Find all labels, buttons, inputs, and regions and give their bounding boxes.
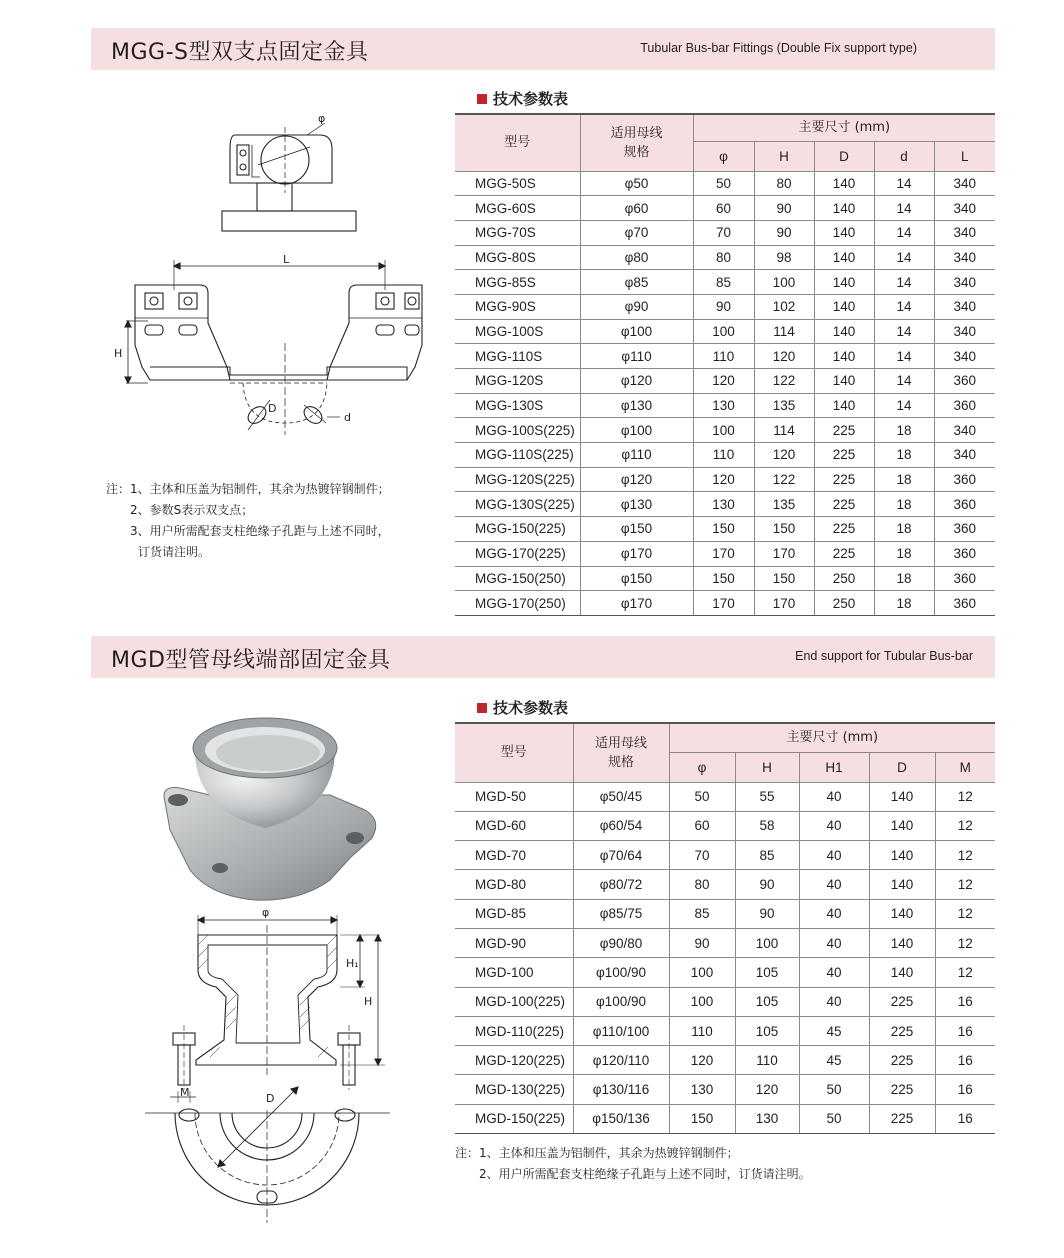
spec-cell: φ60/54 [573, 811, 669, 840]
dim-cell: 90 [735, 899, 799, 928]
dim-cell: 98 [754, 245, 814, 270]
dim-cell: 40 [799, 811, 869, 840]
table-row [455, 492, 995, 517]
dim-cell: 130 [669, 1075, 735, 1104]
model-cell: MGD-120(225) [455, 1046, 573, 1075]
red-square-icon [477, 703, 487, 713]
dim-cell: 122 [754, 369, 814, 394]
spec-cell: φ150/136 [573, 1104, 669, 1133]
dim-cell: 85 [693, 270, 754, 295]
spec-cell: φ50/45 [573, 782, 669, 811]
model-cell: MGG-150(225) [455, 517, 580, 542]
note-line: 注：1、主体和压盖为铝制件，其余为热镀锌钢制件； [106, 482, 390, 496]
table-row [455, 870, 995, 899]
dim-cell: 360 [934, 517, 995, 542]
dim-cell: 340 [934, 245, 995, 270]
dim-cell: 120 [693, 369, 754, 394]
dim-cell: 340 [934, 270, 995, 295]
model-cell: MGG-150(250) [455, 566, 580, 591]
dim-cell: 135 [754, 492, 814, 517]
dim-cell: 150 [669, 1104, 735, 1133]
dim-cell: 100 [735, 928, 799, 957]
dim-cell: 120 [669, 1046, 735, 1075]
dim-cell: 140 [814, 196, 874, 221]
dim-cell: 50 [799, 1075, 869, 1104]
label-H: H [114, 347, 123, 360]
model-cell: MGD-100(225) [455, 987, 573, 1016]
table-row [455, 171, 995, 196]
dim-col-header: H1 [799, 752, 869, 782]
dim-cell: 90 [735, 870, 799, 899]
table-row [455, 1016, 995, 1045]
dim-cell: 225 [869, 1104, 935, 1133]
dim-cell: 105 [735, 958, 799, 987]
dim-cell: 340 [934, 443, 995, 468]
dim-cell: 90 [754, 220, 814, 245]
dim-cell: 225 [869, 1075, 935, 1104]
dim-cell: 140 [869, 958, 935, 987]
spec-cell: φ90 [580, 294, 693, 319]
dim-cell: 225 [869, 1016, 935, 1045]
dim-cell: 14 [874, 369, 934, 394]
mgg-s-technical-drawing [100, 105, 440, 445]
spec-cell: φ70 [580, 220, 693, 245]
spec-cell: φ110/100 [573, 1016, 669, 1045]
dim-cell: 85 [669, 899, 735, 928]
table-row [455, 467, 995, 492]
dim-cell: 360 [934, 566, 995, 591]
model-cell: MGG-100S [455, 319, 580, 344]
spec-cell: φ100 [580, 418, 693, 443]
section1-subtitle: Tubular Bus-bar Fittings (Double Fix support type) [640, 41, 917, 55]
dim-cell: 14 [874, 220, 934, 245]
dim-cell: 40 [799, 958, 869, 987]
model-cell: MGD-100 [455, 958, 573, 987]
label-d: d [344, 411, 351, 424]
table-row [455, 294, 995, 319]
dim-cell: 90 [693, 294, 754, 319]
dim-cell: 100 [669, 958, 735, 987]
dim-cell: 100 [754, 270, 814, 295]
section2-title: MGD型管母线端部固定金具 [111, 648, 391, 673]
section2-table-body [455, 782, 995, 1134]
table-row [455, 958, 995, 987]
dim-cell: 40 [799, 782, 869, 811]
dim-cell: 12 [935, 928, 995, 957]
col-header-dims: 主要尺寸 (mm) [693, 114, 995, 141]
dim-cell: 12 [935, 958, 995, 987]
dim-cell: 225 [814, 467, 874, 492]
dim-cell: 130 [735, 1104, 799, 1133]
table-row [455, 245, 995, 270]
model-cell: MGG-170(250) [455, 591, 580, 616]
dim-cell: 18 [874, 418, 934, 443]
dim-cell: 140 [869, 811, 935, 840]
label-H: H [364, 995, 373, 1008]
spec-cell: φ50 [580, 171, 693, 196]
table-row [455, 319, 995, 344]
red-square-icon [477, 94, 487, 104]
table-row [455, 517, 995, 542]
dim-cell: 360 [934, 591, 995, 616]
table-row [455, 196, 995, 221]
dim-cell: 140 [869, 782, 935, 811]
dim-cell: 150 [693, 566, 754, 591]
model-cell: MGD-150(225) [455, 1104, 573, 1133]
model-cell: MGD-70 [455, 841, 573, 870]
label-D: D [268, 402, 277, 415]
dim-cell: 130 [693, 393, 754, 418]
dim-cell: 140 [814, 245, 874, 270]
model-cell: MGG-130S [455, 393, 580, 418]
model-cell: MGG-70S [455, 220, 580, 245]
dim-cell: 40 [799, 928, 869, 957]
spec-cell: φ130 [580, 393, 693, 418]
dim-cell: 340 [934, 196, 995, 221]
label-phi: φ [262, 906, 270, 919]
dim-cell: 225 [814, 418, 874, 443]
spec-header-line: 规格 [623, 144, 650, 160]
dim-cell: 16 [935, 1075, 995, 1104]
dim-cell: 150 [693, 517, 754, 542]
col-header-dims: 主要尺寸 (mm) [669, 723, 995, 752]
dim-cell: 14 [874, 294, 934, 319]
table-row [455, 928, 995, 957]
dim-cell: 60 [693, 196, 754, 221]
dim-cell: 16 [935, 987, 995, 1016]
section1-param-title-text: 技术参数表 [493, 90, 569, 108]
dim-cell: 50 [669, 782, 735, 811]
section2-param-title [477, 697, 568, 718]
spec-header-line: 适用母线 [610, 125, 663, 141]
table-row [455, 418, 995, 443]
dim-cell: 250 [814, 591, 874, 616]
dim-cell: 225 [814, 443, 874, 468]
section1-title: MGG-S型双支点固定金具 [111, 40, 369, 65]
spec-cell: φ60 [580, 196, 693, 221]
dim-cell: 50 [693, 171, 754, 196]
model-cell: MGG-120S [455, 369, 580, 394]
dim-cell: 55 [735, 782, 799, 811]
dim-cell: 40 [799, 870, 869, 899]
dim-cell: 14 [874, 171, 934, 196]
dim-cell: 105 [735, 1016, 799, 1045]
dim-cell: 58 [735, 811, 799, 840]
spec-cell: φ100/90 [573, 958, 669, 987]
dim-cell: 140 [814, 220, 874, 245]
dim-cell: 100 [669, 987, 735, 1016]
dim-cell: 135 [754, 393, 814, 418]
dim-cell: 225 [814, 492, 874, 517]
table-row [455, 591, 995, 616]
dim-cell: 340 [934, 344, 995, 369]
model-cell: MGG-170(225) [455, 541, 580, 566]
dim-col-header: L [934, 141, 995, 171]
dim-col-header: D [869, 752, 935, 782]
label-M: M [180, 1086, 190, 1099]
table-row [455, 393, 995, 418]
model-cell: MGG-60S [455, 196, 580, 221]
dim-cell: 80 [693, 245, 754, 270]
section2-spec-table [455, 722, 995, 1134]
model-cell: MGG-50S [455, 171, 580, 196]
dim-cell: 225 [869, 1046, 935, 1075]
spec-cell: φ150 [580, 566, 693, 591]
label-H1: H₁ [346, 957, 359, 970]
dim-cell: 114 [754, 319, 814, 344]
label-phi: φ [318, 112, 326, 125]
dim-cell: 90 [754, 196, 814, 221]
dim-cell: 100 [693, 319, 754, 344]
table-row [455, 566, 995, 591]
dim-cell: 18 [874, 443, 934, 468]
table-row [455, 841, 995, 870]
label-L: L [283, 253, 290, 266]
spec-cell: φ70/64 [573, 841, 669, 870]
dim-cell: 110 [669, 1016, 735, 1045]
dim-cell: 40 [799, 899, 869, 928]
dim-cell: 12 [935, 811, 995, 840]
col-header-spec [573, 723, 669, 782]
dim-cell: 170 [693, 591, 754, 616]
model-cell: MGG-85S [455, 270, 580, 295]
dim-cell: 102 [754, 294, 814, 319]
dim-cell: 120 [693, 467, 754, 492]
model-cell: MGD-130(225) [455, 1075, 573, 1104]
dim-col-header: D [814, 141, 874, 171]
dim-cell: 16 [935, 1016, 995, 1045]
dim-cell: 140 [814, 171, 874, 196]
dim-col-header: H [754, 141, 814, 171]
section2-banner [91, 636, 995, 678]
spec-cell: φ110 [580, 443, 693, 468]
dim-cell: 70 [693, 220, 754, 245]
dim-cell: 225 [869, 987, 935, 1016]
spec-cell: φ170 [580, 541, 693, 566]
dim-cell: 12 [935, 899, 995, 928]
dim-cell: 18 [874, 566, 934, 591]
dim-col-header: M [935, 752, 995, 782]
col-header-model: 型号 [455, 114, 580, 171]
table-row [455, 811, 995, 840]
dim-cell: 114 [754, 418, 814, 443]
dim-cell: 150 [754, 566, 814, 591]
dim-cell: 14 [874, 344, 934, 369]
dim-cell: 18 [874, 517, 934, 542]
note-line: 3、用户所需配套支柱绝缘子孔距与上述不同时， [130, 524, 390, 538]
dim-cell: 105 [735, 987, 799, 1016]
dim-cell: 250 [814, 566, 874, 591]
mgd-product-photo [150, 710, 390, 910]
spec-cell: φ130/116 [573, 1075, 669, 1104]
dim-cell: 140 [814, 270, 874, 295]
col-header-spec [580, 114, 693, 171]
dim-cell: 140 [814, 319, 874, 344]
table-row [455, 782, 995, 811]
spec-cell: φ120 [580, 467, 693, 492]
dim-cell: 14 [874, 245, 934, 270]
dim-cell: 150 [754, 517, 814, 542]
dim-cell: 40 [799, 841, 869, 870]
dim-cell: 50 [799, 1104, 869, 1133]
dim-cell: 110 [735, 1046, 799, 1075]
dim-col-header: φ [693, 141, 754, 171]
spec-cell: φ100 [580, 319, 693, 344]
table-row [455, 1046, 995, 1075]
spec-header-line: 适用母线 [594, 735, 647, 751]
dim-cell: 45 [799, 1046, 869, 1075]
dim-cell: 170 [693, 541, 754, 566]
dim-cell: 90 [669, 928, 735, 957]
dim-cell: 170 [754, 541, 814, 566]
section2-subtitle: End support for Tubular Bus-bar [795, 649, 973, 663]
section2-param-title-text: 技术参数表 [493, 699, 569, 717]
dim-cell: 225 [814, 541, 874, 566]
table-row [455, 541, 995, 566]
dim-cell: 140 [869, 870, 935, 899]
section2-notes [455, 1143, 811, 1185]
model-cell: MGD-90 [455, 928, 573, 957]
dim-cell: 120 [754, 443, 814, 468]
dim-cell: 130 [693, 492, 754, 517]
dim-cell: 12 [935, 782, 995, 811]
note-line: 2、用户所需配套支柱绝缘子孔距与上述不同时，订货请注明。 [479, 1167, 811, 1181]
spec-cell: φ170 [580, 591, 693, 616]
dim-cell: 120 [754, 344, 814, 369]
dim-cell: 14 [874, 393, 934, 418]
note-line: 2、参数S表示双支点； [130, 503, 254, 517]
dim-cell: 14 [874, 319, 934, 344]
dim-cell: 16 [935, 1046, 995, 1075]
model-cell: MGG-120S(225) [455, 467, 580, 492]
dim-col-header: d [874, 141, 934, 171]
dim-col-header: φ [669, 752, 735, 782]
dim-cell: 14 [874, 196, 934, 221]
spec-cell: φ120/110 [573, 1046, 669, 1075]
dim-cell: 80 [754, 171, 814, 196]
spec-cell: φ100/90 [573, 987, 669, 1016]
spec-cell: φ120 [580, 369, 693, 394]
model-cell: MGD-110(225) [455, 1016, 573, 1045]
dim-cell: 340 [934, 294, 995, 319]
spec-cell: φ85 [580, 270, 693, 295]
model-cell: MGG-100S(225) [455, 418, 580, 443]
dim-cell: 225 [814, 517, 874, 542]
dim-cell: 18 [874, 492, 934, 517]
dim-cell: 140 [869, 841, 935, 870]
dim-cell: 120 [735, 1075, 799, 1104]
mgd-technical-drawing [140, 905, 400, 1230]
dim-cell: 340 [934, 220, 995, 245]
dim-cell: 16 [935, 1104, 995, 1133]
section1-param-title [477, 88, 568, 109]
table-row [455, 443, 995, 468]
dim-cell: 140 [869, 899, 935, 928]
table-row [455, 1075, 995, 1104]
spec-cell: φ90/80 [573, 928, 669, 957]
label-D: D [266, 1092, 275, 1105]
spec-cell: φ80/72 [573, 870, 669, 899]
model-cell: MGD-80 [455, 870, 573, 899]
dim-cell: 60 [669, 811, 735, 840]
dim-cell: 14 [874, 270, 934, 295]
model-cell: MGG-130S(225) [455, 492, 580, 517]
spec-cell: φ80 [580, 245, 693, 270]
dim-cell: 360 [934, 492, 995, 517]
dim-cell: 70 [669, 841, 735, 870]
dim-cell: 360 [934, 467, 995, 492]
table-row [455, 987, 995, 1016]
dim-cell: 18 [874, 467, 934, 492]
dim-cell: 360 [934, 541, 995, 566]
dim-cell: 140 [814, 294, 874, 319]
table-row [455, 1104, 995, 1133]
dim-cell: 40 [799, 987, 869, 1016]
dim-cell: 340 [934, 418, 995, 443]
dim-cell: 360 [934, 369, 995, 394]
model-cell: MGG-90S [455, 294, 580, 319]
dim-cell: 80 [669, 870, 735, 899]
col-header-model: 型号 [455, 723, 573, 782]
spec-header-line: 规格 [607, 754, 634, 770]
note-line: 订货请注明。 [138, 545, 211, 559]
spec-cell: φ130 [580, 492, 693, 517]
table-row [455, 220, 995, 245]
dim-cell: 100 [693, 418, 754, 443]
model-cell: MGG-110S [455, 344, 580, 369]
model-cell: MGD-85 [455, 899, 573, 928]
model-cell: MGG-80S [455, 245, 580, 270]
model-cell: MGD-60 [455, 811, 573, 840]
dim-cell: 18 [874, 591, 934, 616]
table-row [455, 270, 995, 295]
table-row [455, 344, 995, 369]
spec-cell: φ85/75 [573, 899, 669, 928]
dim-cell: 340 [934, 319, 995, 344]
spec-cell: φ110 [580, 344, 693, 369]
dim-cell: 18 [874, 541, 934, 566]
dim-cell: 12 [935, 841, 995, 870]
table-row [455, 369, 995, 394]
dim-cell: 85 [735, 841, 799, 870]
section1-banner [91, 28, 995, 70]
model-cell: MGG-110S(225) [455, 443, 580, 468]
dim-cell: 110 [693, 443, 754, 468]
spec-cell: φ150 [580, 517, 693, 542]
dim-cell: 340 [934, 171, 995, 196]
dim-cell: 140 [869, 928, 935, 957]
dim-cell: 140 [814, 369, 874, 394]
dim-cell: 360 [934, 393, 995, 418]
section1-spec-table [455, 113, 995, 616]
dim-cell: 110 [693, 344, 754, 369]
note-line: 注：1、主体和压盖为铝制件，其余为热镀锌钢制件； [455, 1146, 739, 1160]
dim-cell: 140 [814, 393, 874, 418]
dim-cell: 170 [754, 591, 814, 616]
section1-notes [106, 479, 390, 563]
dim-cell: 12 [935, 870, 995, 899]
table-row [455, 899, 995, 928]
dim-cell: 45 [799, 1016, 869, 1045]
dim-cell: 140 [814, 344, 874, 369]
dim-col-header: H [735, 752, 799, 782]
dim-cell: 122 [754, 467, 814, 492]
section1-table-body [455, 171, 995, 615]
model-cell: MGD-50 [455, 782, 573, 811]
